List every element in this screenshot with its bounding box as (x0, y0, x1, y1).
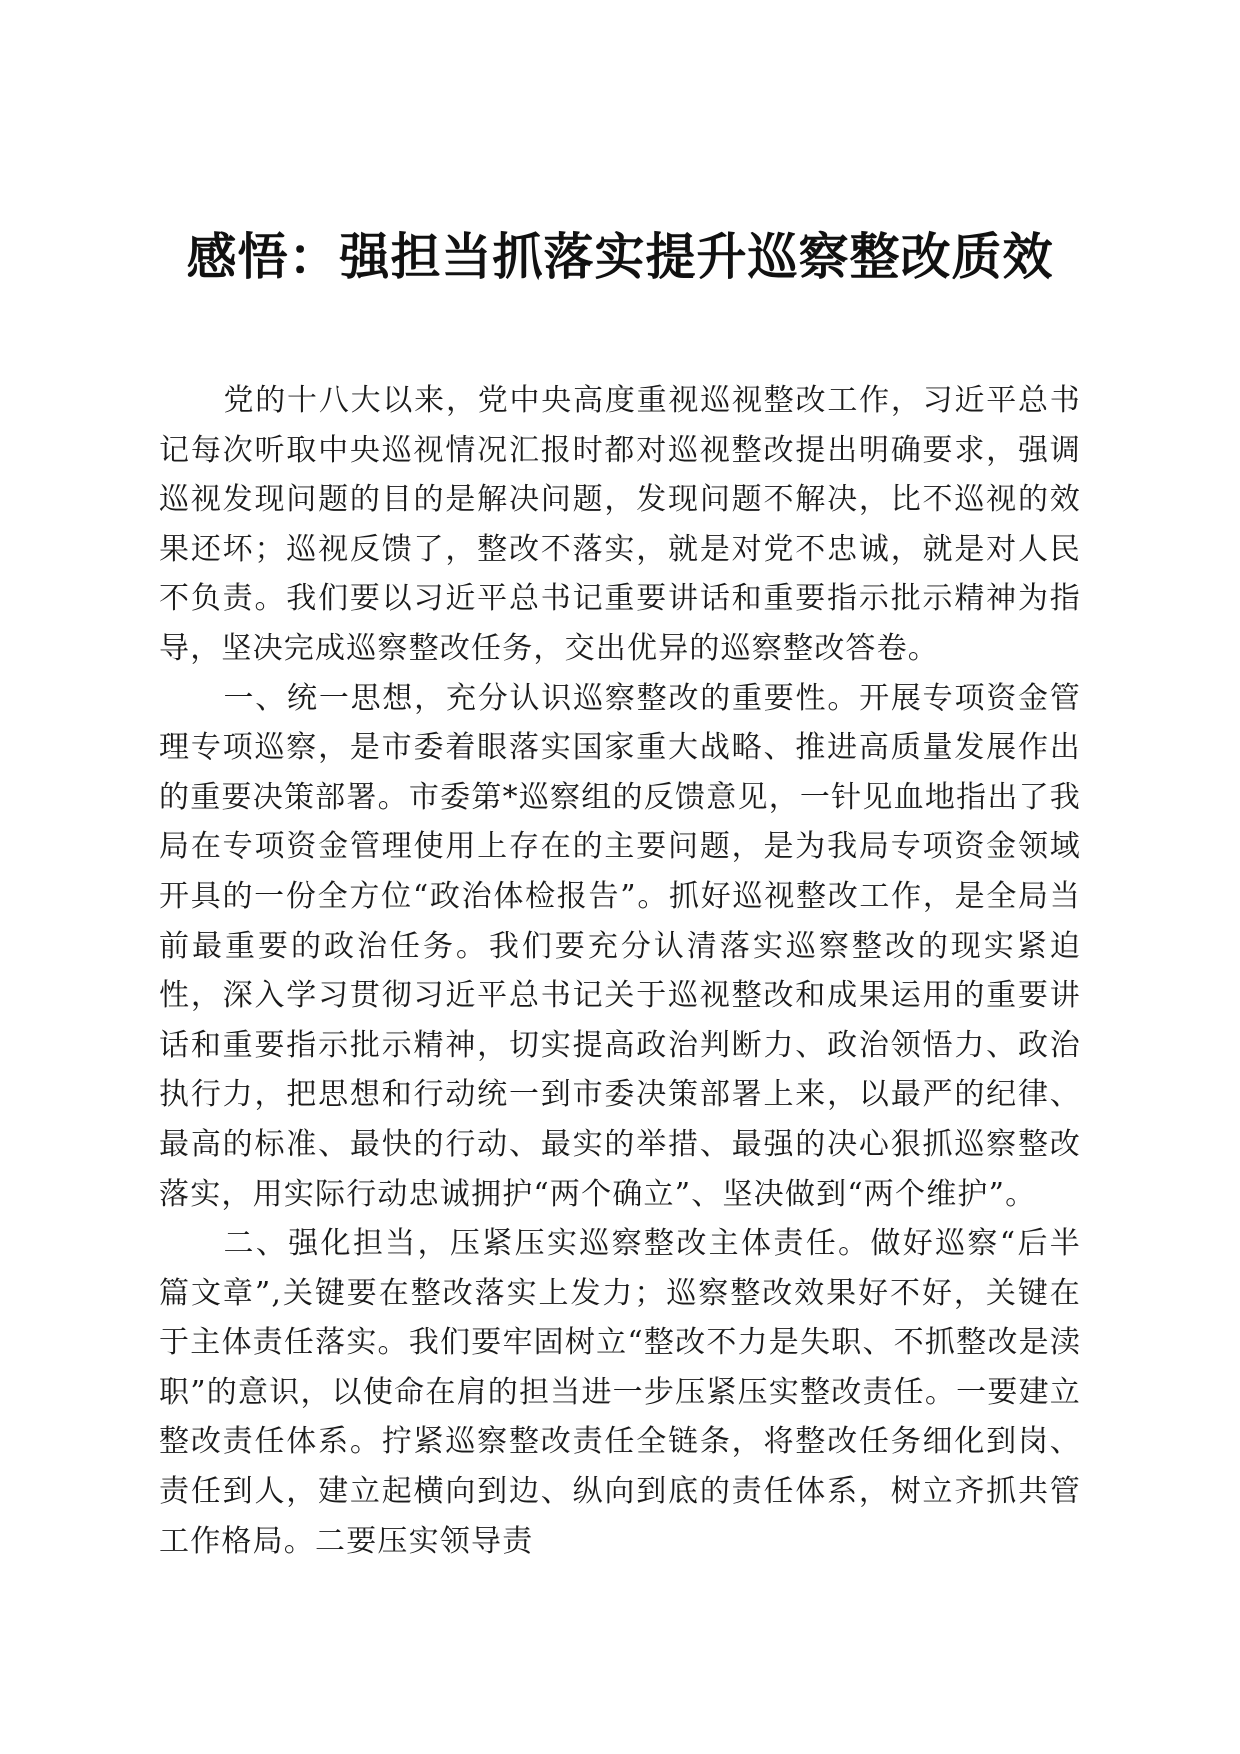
paragraph-section-two: 二、强化担当，压紧压实巡察整改主体责任。做好巡察“后半篇文章”,关键要在整改落实上发力；巡察整改效果好不好，关键在于主体责任落实。我们要牢固树立“整改不力是失职、不抓整改是渎职”的意识，以使命在肩的担当进一步压紧压实整改责任。一要建立整改责任体系。拧紧巡察整改责任全链条，将整改任务细化到岗、责任到人，建立起横向到边、纵向到底的责任体系，树立齐抓共管工作格局。二要压实领导责 (159, 1226, 1081, 1559)
document-body (159, 376, 1081, 1566)
document-title: 感悟：强担当抓落实提升巡察整改质效 (186, 227, 1054, 286)
paragraph-section-one: 一、统一思想，充分认识巡察整改的重要性。开展专项资金管理专项巡察，是市委着眼落实国家重大战略、推进高质量发展作出的重要决策部署。市委第*巡察组的反馈意见，一针见血地指出了我局在专项资金管理使用上存在的主要问题，是为我局专项资金领域开具的一份全方位“政治体检报告”。抓好巡视整改工作，是全局当前最重要的政治任务。我们要充分认清落实巡察整改的现实紧迫性，深入学习贯彻习近平总书记关于巡视整改和成果运用的重要讲话和重要指示批示精神，切实提高政治判断力、政治领悟力、政治执行力，把思想和行动统一到市委决策部署上来，以最严的纪律、最高的标准、最快的行动、最实的举措、最强的决心狠抓巡察整改落实，用实际行动忠诚拥护“两个确立”、坚决做到“两个维护”。 (159, 680, 1081, 1212)
paragraph-intro: 党的十八大以来，党中央高度重视巡视整改工作，习近平总书记每次听取中央巡视情况汇报时都对巡视整改提出明确要求，强调巡视发现问题的目的是解决问题，发现问题不解决，比不巡视的效果还坏；巡视反馈了，整改不落实，就是对党不忠诚，就是对人民不负责。我们要以习近平总书记重要讲话和重要指示批示精神为指导，坚决完成巡察整改任务，交出优异的巡察整改答卷。 (159, 383, 1081, 666)
